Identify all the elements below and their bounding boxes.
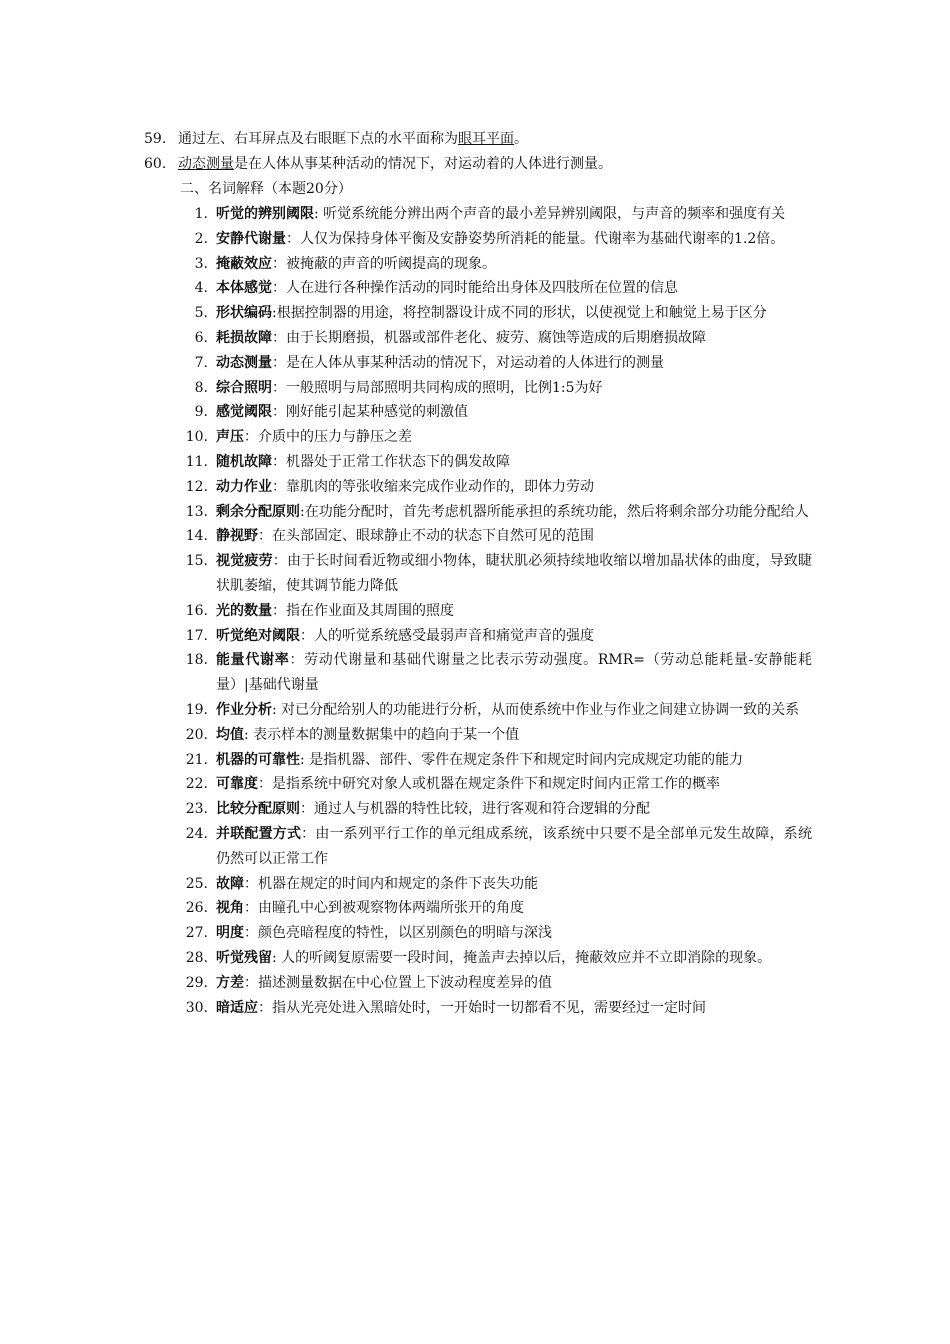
- term-item: [178, 549, 812, 599]
- term-definition: 是指系统中研究对象人或机器在规定条件下和规定时间内正常工作的概率: [272, 776, 720, 793]
- term-name: 视觉疲劳: [216, 553, 273, 570]
- term-definition: 听觉系统能分辨出两个声音的最小差异辨别阈限，与声音的频率和强度有关: [323, 206, 786, 222]
- term-name: 方差: [216, 974, 244, 991]
- term-definition: 在头部固定、眼球静止不动的状态下自然可见的范围: [272, 528, 594, 545]
- term-definition: 由瞳孔中心到被观察物体两端所张开的角度: [258, 900, 524, 917]
- term-number: 10.: [185, 429, 208, 446]
- term-separator: ：: [258, 776, 272, 793]
- term-separator: ：: [272, 453, 286, 470]
- term-item: [178, 723, 812, 748]
- underlined-answer: 动态测量: [178, 156, 234, 172]
- term-definition: 根据控制器的用途，将控制器设计成不同的形状，以使视觉上和触觉上易于区分: [276, 305, 767, 322]
- term-name: 听觉绝对阈限: [216, 627, 300, 644]
- term-name: 作业分析: [216, 701, 272, 718]
- term-name: 视角: [216, 900, 244, 917]
- term-definition: 人的听觉系统感受最弱声音和痛觉声音的强度: [314, 627, 594, 644]
- term-name: 可靠度: [216, 776, 258, 793]
- term-separator: ：: [272, 478, 286, 495]
- term-item: [178, 450, 812, 475]
- term-item: [178, 921, 812, 946]
- term-definition: 是在人体从事某种活动的情况下，对运动着的人体进行的测量: [286, 354, 664, 371]
- term-number: 17.: [185, 627, 208, 644]
- term-number: 16.: [185, 602, 208, 619]
- term-number: 13.: [185, 503, 208, 520]
- underlined-answer: 眼耳平面: [458, 131, 514, 147]
- term-definition-list: [178, 202, 812, 1020]
- term-item: [178, 698, 812, 723]
- term-name: 动力作业: [216, 478, 272, 495]
- term-item: [178, 524, 812, 549]
- term-name: 掩蔽效应: [216, 255, 272, 272]
- term-item: [178, 276, 812, 301]
- question-text: 通过左、右耳屏点及右眼眶下点的水平面称为: [178, 131, 458, 147]
- term-number: 22.: [185, 776, 208, 793]
- term-number: 7.: [194, 354, 208, 371]
- term-definition: 靠肌肉的等张收缩来完成作业动作的，即体力劳动: [286, 478, 594, 495]
- section-title: 二、名词解释（本题20分）: [180, 181, 352, 197]
- term-item: [178, 797, 812, 822]
- term-name: 听觉残留: [216, 949, 272, 966]
- term-number: 11.: [185, 453, 208, 470]
- term-item: [178, 872, 812, 897]
- term-number: 4.: [194, 280, 208, 297]
- term-separator: :: [300, 751, 310, 768]
- term-name: 光的数量: [216, 602, 272, 619]
- term-definition: 被掩蔽的声音的听阈提高的现象。: [286, 255, 496, 272]
- term-item: [178, 425, 812, 450]
- term-separator: ：: [272, 280, 286, 297]
- term-definition: 人仅为保持身体平衡及安静姿势所消耗的能量。代谢率为基础代谢率的1.2倍。: [300, 230, 785, 247]
- term-separator: ：: [300, 627, 314, 644]
- term-item: [178, 301, 812, 326]
- term-item: [178, 946, 812, 971]
- term-number: 23.: [185, 801, 208, 818]
- term-name: 形状编码: [216, 305, 272, 322]
- term-separator: ：: [272, 602, 286, 619]
- term-definition: 劳动代谢量和基础代谢量之比表示劳动强度。RMR=（劳动总能耗量-安静能耗量）|基础代谢量: [216, 652, 812, 694]
- term-separator: ：: [244, 925, 258, 942]
- term-item: [178, 252, 812, 277]
- term-item: [178, 376, 812, 401]
- term-name: 能量代谢率: [216, 652, 290, 669]
- term-name: 剩余分配原则: [216, 503, 300, 520]
- term-separator: ：: [301, 825, 316, 842]
- term-separator: ：: [272, 379, 286, 396]
- term-separator: ：: [258, 999, 272, 1016]
- term-item: [178, 227, 812, 252]
- term-number: 9.: [194, 404, 208, 421]
- term-name: 本体感觉: [216, 280, 272, 297]
- question-text: 是在人体从事某种活动的情况下，对运动着的人体进行测量。: [234, 156, 612, 172]
- term-number: 21.: [185, 751, 208, 768]
- term-number: 30.: [185, 999, 208, 1016]
- term-number: 14.: [185, 528, 208, 545]
- term-number: 25.: [185, 875, 208, 892]
- term-number: 28.: [185, 949, 208, 966]
- term-separator: :: [272, 949, 282, 966]
- term-item: [178, 822, 812, 872]
- term-item: [178, 772, 812, 797]
- term-item: [178, 599, 812, 624]
- term-definition: 描述测量数据在中心位置上下波动程度差异的值: [258, 974, 552, 991]
- term-separator: ：: [258, 528, 272, 545]
- term-definition: 表示样本的测量数据集中的趋向于某一个值: [253, 726, 520, 743]
- term-item: [178, 400, 812, 425]
- term-definition: 由一系列平行工作的单元组成系统，该系统中只要不是全部单元发生故障，系统仍然可以正常工作: [216, 825, 813, 867]
- term-definition: 介质中的压力与静压之差: [258, 429, 412, 446]
- term-definition: 一般照明与局部照明共同构成的照明，比例1:5为好: [286, 379, 603, 396]
- term-separator: :: [244, 726, 254, 743]
- term-separator: :: [314, 206, 324, 222]
- term-definition: 指从光亮处进入黑暗处时，一开始时一切都看不见，需要经过一定时间: [272, 999, 706, 1016]
- term-name: 综合照明: [216, 379, 272, 396]
- term-name: 静视野: [216, 528, 258, 545]
- term-name: 明度: [216, 925, 244, 942]
- term-separator: ：: [244, 875, 258, 892]
- term-definition: 对已分配给别人的功能进行分析，从而使系统中作业与作业之间建立协调一致的关系: [281, 701, 800, 718]
- term-name: 故障: [216, 875, 244, 892]
- term-definition: 人在进行各种操作活动的同时能给出身体及四肢所在位置的信息: [286, 280, 678, 297]
- term-separator: ：: [244, 429, 258, 446]
- term-separator: ：: [272, 404, 286, 421]
- term-number: 6.: [194, 329, 208, 346]
- question-number: 59.: [144, 131, 167, 147]
- term-number: 26.: [185, 900, 208, 917]
- term-number: 2.: [194, 230, 208, 247]
- term-item: [178, 326, 812, 351]
- term-name: 动态测量: [216, 354, 272, 371]
- term-item: [178, 748, 812, 773]
- term-item: [178, 624, 812, 649]
- term-definition: 是指机器、部件、零件在规定条件下和规定时间内完成规定功能的能力: [309, 751, 744, 768]
- term-definition: 由于长期磨损，机器或部件老化、疲劳、腐蚀等造成的后期磨损故障: [286, 329, 706, 346]
- term-name: 感觉阈限: [216, 404, 272, 421]
- term-definition: 机器处于正常工作状态下的偶发故障: [286, 453, 510, 470]
- term-name: 随机故障: [216, 453, 272, 470]
- term-definition: 刚好能引起某种感觉的刺激值: [286, 404, 468, 421]
- term-number: 29.: [185, 974, 208, 991]
- term-definition: 指在作业面及其周围的照度: [286, 602, 454, 619]
- term-definition: 人的听阈复原需要一段时间，掩盖声去掉以后，掩蔽效应并不立即消除的现象。: [281, 949, 772, 966]
- term-name: 安静代谢量: [216, 230, 286, 247]
- term-separator: ：: [272, 553, 287, 570]
- term-separator: ：: [289, 652, 305, 669]
- term-name: 机器的可靠性: [216, 751, 300, 768]
- term-number: 19.: [185, 701, 208, 718]
- term-separator: ：: [272, 354, 286, 371]
- term-item: [178, 996, 812, 1021]
- term-separator: :: [300, 503, 305, 520]
- term-definition: 在功能分配时，首先考虑机器所能承担的系统功能，然后将剩余部分功能分配给人: [304, 503, 809, 520]
- term-item: [178, 648, 812, 698]
- term-name: 比较分配原则: [216, 801, 300, 818]
- term-definition: 通过人与机器的特性比较，进行客观和符合逻辑的分配: [314, 801, 650, 818]
- term-separator: ：: [286, 230, 300, 247]
- term-separator: ：: [300, 801, 314, 818]
- term-separator: :: [272, 305, 277, 322]
- term-item: [178, 971, 812, 996]
- term-name: 听觉的辨别阈限: [216, 206, 314, 222]
- term-number: 20.: [185, 726, 208, 743]
- term-separator: ：: [244, 900, 258, 917]
- term-name: 暗适应: [216, 999, 258, 1016]
- term-definition: 颜色亮暗程度的特性，以区别颜色的明暗与深浅: [258, 925, 552, 942]
- term-definition: 由于长时间看近物或细小物体，睫状肌必须持续地收缩以增加晶状体的曲度，导致睫状肌萎缩，使其调节能力降低: [216, 553, 813, 594]
- term-number: 24.: [185, 825, 208, 842]
- term-number: 1.: [194, 206, 208, 222]
- question-text-end: 。: [514, 131, 528, 147]
- term-separator: ：: [244, 974, 258, 991]
- term-number: 5.: [194, 305, 208, 322]
- term-separator: ：: [272, 329, 286, 346]
- term-item: [178, 351, 812, 376]
- question-59: [144, 127, 528, 151]
- term-number: 12.: [185, 478, 208, 495]
- term-number: 15.: [185, 553, 208, 570]
- term-item: [178, 896, 812, 921]
- term-number: 3.: [194, 255, 208, 272]
- term-name: 均值: [216, 726, 244, 743]
- term-name: 耗损故障: [216, 329, 272, 346]
- term-name: 并联配置方式: [216, 825, 302, 842]
- term-number: 18.: [185, 652, 208, 669]
- term-number: 27.: [185, 925, 208, 942]
- term-item: [178, 500, 812, 525]
- question-number: 60.: [144, 156, 167, 172]
- term-item: [178, 202, 812, 227]
- term-separator: ：: [272, 255, 286, 272]
- question-60: [144, 152, 612, 176]
- term-number: 8.: [194, 379, 208, 396]
- term-name: 声压: [216, 429, 244, 446]
- term-separator: :: [272, 701, 282, 718]
- term-definition: 机器在规定的时间内和规定的条件下丧失功能: [258, 875, 538, 892]
- term-item: [178, 475, 812, 500]
